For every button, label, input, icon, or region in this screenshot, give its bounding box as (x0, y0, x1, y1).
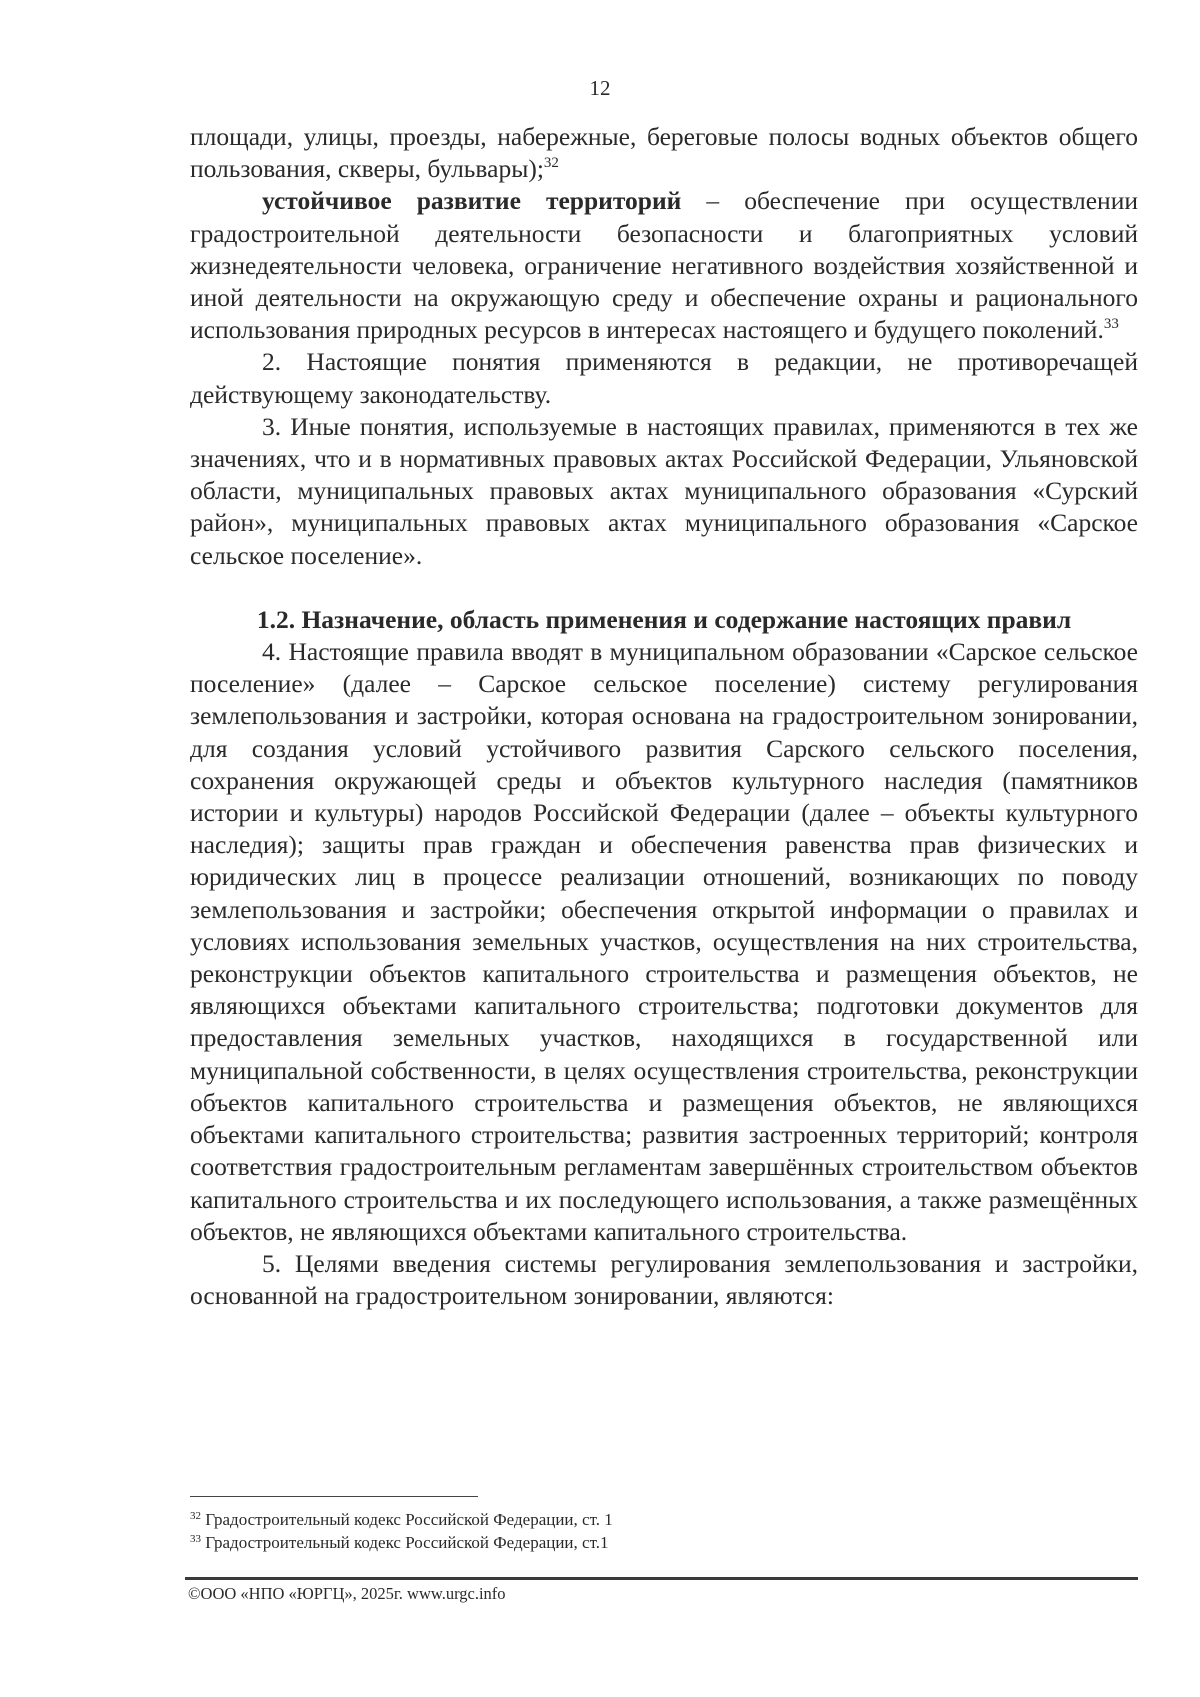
footnote-text: Градостроительный кодекс Российской Федерации, ст. 1 (201, 1510, 613, 1529)
footer-divider (185, 1577, 1138, 1580)
paragraph-2: 2. Настоящие понятия применяются в редакции, не противоречащей действующему законодательству. (190, 347, 1138, 409)
footnote-separator (190, 1496, 478, 1497)
paragraph-public-spaces (190, 121, 1138, 185)
paragraph-3: 3. Иные понятия, используемые в настоящих правилах, применяются в тех же значениях, что и в нормативных правовых актах Российской Федерации, Ульяновской области, муниципальных правовых актах муниципального образования «Сурский район», муниципальных правовых актах муниципального образования «Сарское сельское поселение». (190, 411, 1138, 570)
paragraph-5: 5. Целями введения системы регулирования землепользования и застройки, основанной на градостроительном зонировании, являются: (190, 1248, 1138, 1311)
footnote-number: 32 (190, 1510, 201, 1522)
paragraph-sustainable-development (190, 185, 1138, 346)
footnote-item (190, 1531, 1138, 1554)
paragraph-4: 4. Настоящие правила вводят в муниципальном образовании «Сарское сельское поселение» (далее – Сарское сельское поселение) систему регулирования землепользования и застройки, которая основана на градостроительном зонировании, для создания условий устойчивого развития Сарского сельского поселения, сохранения окружающей среды и объектов культурного наследия (памятников истории и культуры) народов Российской Федерации (далее – объекты культурного наследия); защиты прав граждан и обеспечения равенства прав физических и юридических лиц в процессе реализации отношений, возникающих по поводу землепользования и застройки; обеспечения открытой информации о правилах и условиях использования земельных участков, осуществления на них строительства, реконструкции объектов капитального строительства и размещения объектов, не являющихся объектами капитального строительства; подготовки документов для предоставления земельных участков, находящихся в государственной или муниципальной собственности, в целях осуществления строительства, реконструкции объектов капитального строительства и размещения объектов, не являющихся объектами капитального строительства; развития застроенных территорий; контроля соответствия градостроительным регламентам завершённых строительством объектов капитального строительства и их последующего использования, а также размещённых объектов, не являющихся объектами капитального строительства. (190, 637, 1138, 1246)
footnotes (190, 1508, 1138, 1554)
footnote-ref-32[interactable]: 32 (543, 155, 559, 172)
footnote-number: 33 (190, 1533, 201, 1545)
footnote-item (190, 1508, 1138, 1531)
section-heading: 1.2. Назначение, область применения и содержание настоящих правил (256, 604, 1072, 634)
document-body (190, 121, 1138, 1312)
defined-term: устойчивое развитие территорий (262, 186, 682, 216)
footnote-text: Градостроительный кодекс Российской Федерации, ст.1 (201, 1533, 609, 1552)
footnote-ref-33[interactable]: 33 (1103, 316, 1119, 333)
paragraph-text: площади, улицы, проезды, набережные, береговые полосы водных объектов общего пользования, скверы, бульвары); (190, 122, 1138, 184)
copyright-footer: ©ООО «НПО «ЮРГЦ», 2025г. www.urgc.info (188, 1584, 506, 1603)
definition-text: – обеспечение при осуществлении градостроительной деятельности безопасности и благоприятных условий жизнедеятельности человека, ограничение негативного воздействия хозяйственной и иной деятельности на окружающую среду и обеспечение охраны и рационального использования природных ресурсов в интересах настоящего и будущего поколений. (190, 186, 1138, 345)
page-number: 12 (589, 76, 611, 100)
